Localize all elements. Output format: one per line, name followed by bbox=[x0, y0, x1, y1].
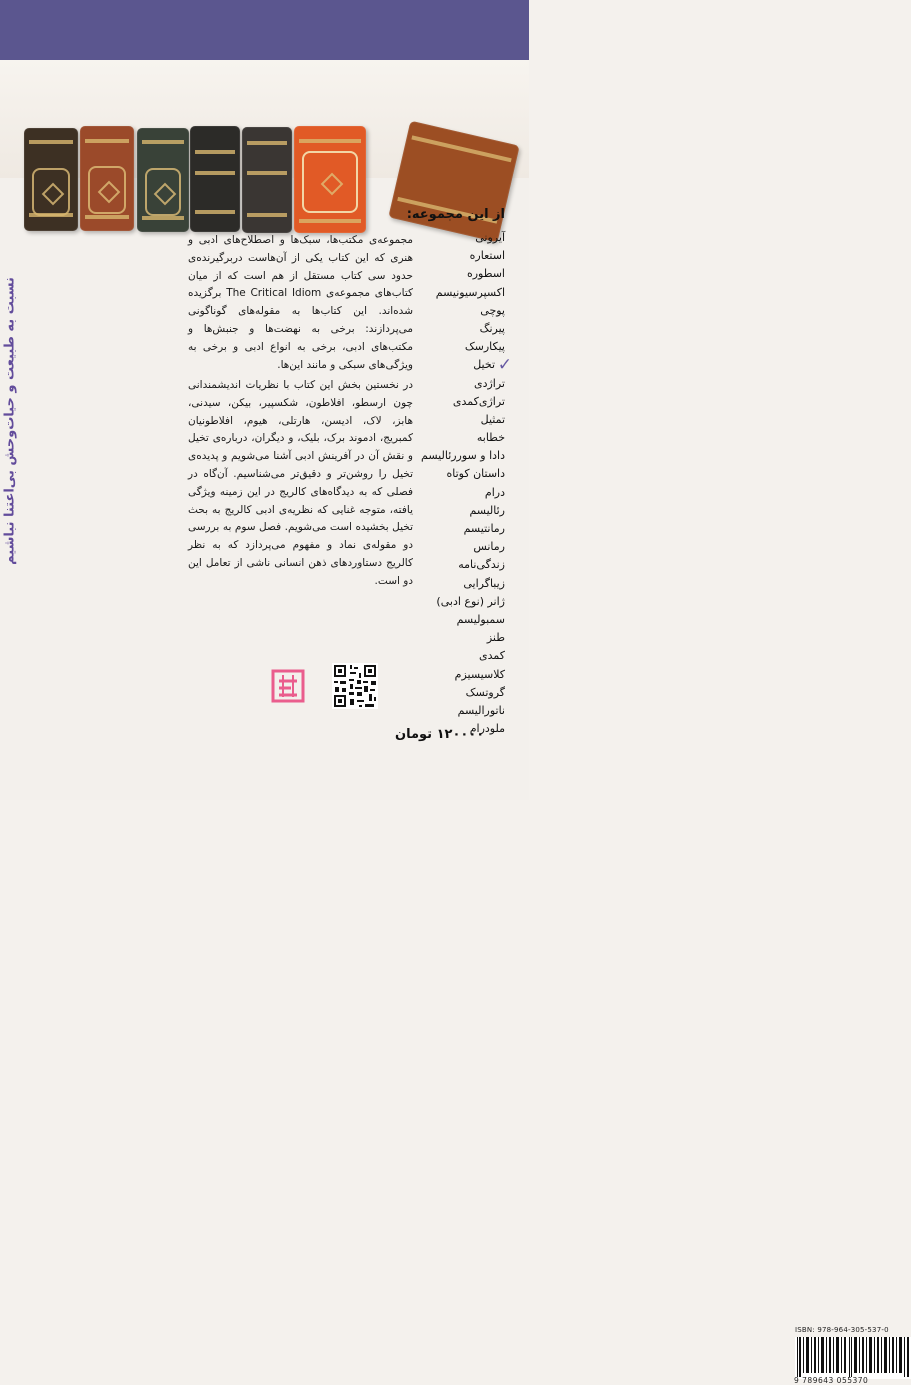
list-item: تراژدی bbox=[473, 376, 505, 390]
list-item: طنز bbox=[486, 631, 505, 645]
antique-book-spine bbox=[242, 127, 292, 233]
vertical-quote-strip bbox=[0, 231, 20, 611]
publisher-logo bbox=[269, 667, 307, 705]
leaning-antique-book bbox=[388, 121, 519, 243]
vertical-quote: نسبت به طبیعت و حیات‌وحش بی‌اعتنا نباشیم bbox=[2, 277, 18, 565]
list-item: پوچی bbox=[480, 303, 505, 317]
list-item: پیرنگ bbox=[479, 321, 505, 335]
list-item: تراژی‌کمدی bbox=[452, 394, 505, 408]
list-item: کلاسیسیزم bbox=[454, 667, 505, 681]
barcode bbox=[795, 1337, 911, 1379]
list-item: کمدی bbox=[479, 649, 505, 663]
list-item: استعاره bbox=[469, 249, 505, 263]
qr-code bbox=[332, 663, 378, 709]
list-item: ملودرام bbox=[469, 722, 505, 736]
list-item: درام bbox=[484, 485, 505, 499]
list-item: خطابه bbox=[476, 431, 505, 445]
list-item: سمبولیسم bbox=[456, 612, 505, 626]
book-shelf-image bbox=[0, 60, 529, 178]
description-paragraph-1: مجموعه‌ی مکتب‌ها، سبک‌ها و اصطلاح‌های ادبی و هنری که این کتاب یکی از آن‌هاست دربرگیرنده‌ی حدود سی کتاب مستقل از هم است که از میان کتاب‌های مجموعه‌ی The Critical Idiom برگزیده شده‌اند. این کتاب‌ها به مقوله‌های گوناگونی می‌پردازند: برخی به نهضت‌ها و جنبش‌ها و مکتب‌های ادبی، برخی به انواع ادبی و برخی به ویژگی‌های سبکی و مانند این‌ها. bbox=[188, 234, 414, 371]
list-item: رمانس bbox=[473, 540, 505, 554]
check-icon: ✓ bbox=[497, 355, 512, 376]
list-item: زندگی‌نامه bbox=[458, 558, 505, 572]
isbn-label: ISBN: 978-964-305-537-0 bbox=[795, 1326, 889, 1334]
antique-book-spine bbox=[80, 126, 134, 231]
list-item: اکسپرسیونیسم bbox=[435, 285, 505, 299]
barcode-number: 9 789643 055370 bbox=[794, 1376, 869, 1385]
list-item: آیرونی bbox=[475, 231, 505, 244]
list-item: تمثیل bbox=[480, 412, 505, 426]
list-item: دادا و سوررئالیسم bbox=[421, 449, 505, 463]
list-item: رمانتیسم bbox=[463, 522, 505, 535]
price-label: ۱۲۰۰۰۰ تومان bbox=[395, 727, 485, 742]
list-item: داستان کوتاه bbox=[446, 467, 505, 481]
antique-book-spine bbox=[190, 126, 240, 232]
list-item: رئالیسم bbox=[469, 503, 505, 517]
antique-book-spine bbox=[24, 128, 78, 231]
list-item-label: تخیل bbox=[473, 358, 495, 372]
list-item: گروتسک bbox=[465, 685, 505, 699]
list-item: زیباگرایی bbox=[463, 576, 505, 590]
antique-book-spine bbox=[137, 128, 189, 232]
description-paragraph-2: در نخستین بخش این کتاب با نظریات اندیشمندانی چون ارسطو، افلاطون، شکسپیر، بیکن، سیدنی، هابز، لاک، ادیسن، هارتلی، هیوم، افلاطونیان کمبریج، ادموند برک، بلیک، و دیگران، درباره‌ی تخیل و نقش آن در آفرینش ادبی آشنا می‌شویم و پدیده‌ی تخیل را روشن‌تر و دقیق‌تر می‌شناسیم. آن‌گاه در فصلی که به دیدگاه‌های کالریج در این زمینه ویژگی یافته، متوجه غنایی که نظریه‌ی ادبی کالریج به بحث تخیل بخشیده است می‌شویم. فصل سوم به بررسی دو مقوله‌ی نماد و مفهوم می‌پردازد که به نظر کالریج دستاوردهای ذهن انسانی ناشی از تعامل این دو است. bbox=[188, 379, 413, 587]
list-item: پیکارسک bbox=[464, 340, 505, 354]
antique-book-spine bbox=[294, 126, 366, 233]
top-color-band bbox=[0, 0, 529, 66]
list-item: ناتورالیسم bbox=[457, 703, 505, 717]
series-heading: از این مجموعه: bbox=[406, 207, 505, 222]
list-item: اسطوره bbox=[466, 267, 505, 281]
list-item: ژانر (نوع ادبی) bbox=[436, 594, 505, 608]
